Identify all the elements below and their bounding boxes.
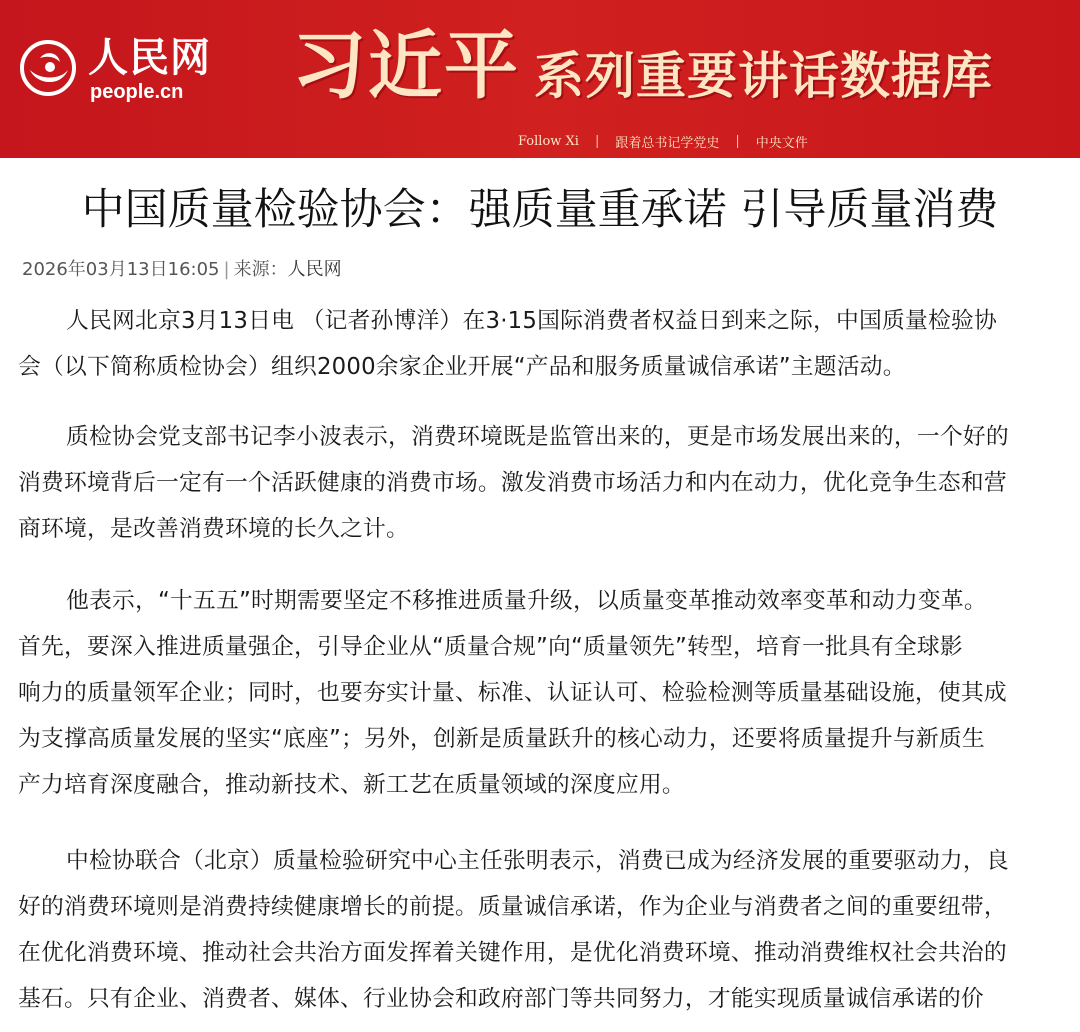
article-paragraph: [18, 838, 1064, 1022]
paragraph-line: 会（以下简称质检协会）组织2000余家企业开展“产品和服务质量诚信承诺”主题活动。: [18, 354, 906, 380]
banner-name: 习近平: [292, 23, 520, 109]
publish-datetime: 2026年03月13日16:05: [22, 259, 220, 280]
article-meta: [22, 256, 342, 284]
nav-separator: |: [594, 133, 600, 149]
banner-nav: [510, 128, 816, 154]
article-paragraph: [18, 298, 1064, 390]
logo-chinese-text: 人民网: [88, 34, 211, 81]
source-label: 来源：: [233, 259, 288, 280]
nav-party-history[interactable]: 跟着总书记学党史: [615, 135, 720, 151]
nav-separator: |: [735, 133, 740, 149]
logo-english-text: people.cn: [90, 81, 184, 103]
paragraph-line: 商环境，是改善消费环境的长久之计。: [18, 516, 409, 542]
source-link[interactable]: 人民网: [287, 259, 342, 280]
site-banner: [0, 0, 1080, 158]
paragraph-line: 他表示，“十五五”时期需要坚定不移推进质量升级，以质量变革推动效率变革和动力变革。: [66, 588, 987, 614]
article-title: 中国质量检验协会：强质量重承诺 引导质量消费: [81, 185, 999, 235]
paragraph-line: 为支撑高质量发展的坚实“底座”；另外，创新是质量跃升的核心动力，还要将质量提升与新质生: [18, 726, 985, 752]
people-logo-icon: [20, 40, 76, 96]
paragraph-line: 在优化消费环境、推动社会共治方面发挥着关键作用，是优化消费环境、推动消费维权社会共治的: [18, 940, 1007, 966]
paragraph-line: 基石。只有企业、消费者、媒体、行业协会和政府部门等共同努力，才能实现质量诚信承诺的价: [18, 986, 984, 1012]
banner-subtitle: 系列重要讲话数据库: [534, 47, 993, 105]
paragraph-line: 响力的质量领军企业；同时，也要夯实计量、标准、认证认可、检验检测等质量基础设施，使其成: [18, 680, 1007, 706]
meta-separator: |: [223, 259, 230, 280]
paragraph-line: 产力培育深度融合，推动新技术、新工艺在质量领域的深度应用。: [18, 772, 685, 798]
paragraph-line: 人民网北京3月13日电 （记者孙博洋）在3·15国际消费者权益日到来之际，中国质量检验协: [66, 308, 998, 334]
people-cn-logo[interactable]: [14, 30, 211, 110]
nav-follow-xi[interactable]: Follow Xi: [518, 133, 579, 149]
paragraph-line: 消费环境背后一定有一个活跃健康的消费市场。激发消费市场活力和内在动力，优化竞争生态和营: [18, 470, 1007, 496]
article-paragraph: [18, 578, 1064, 808]
paragraph-line: 质检协会党支部书记李小波表示，消费环境既是监管出来的，更是市场发展出来的，一个好的: [66, 424, 1009, 450]
paragraph-line: 首先，要深入推进质量强企，引导企业从“质量合规”向“质量领先”转型，培育一批具有全球影: [18, 634, 963, 660]
paragraph-line: 好的消费环境则是消费持续健康增长的前提。质量诚信承诺，作为企业与消费者之间的重要纽带，: [18, 894, 1007, 920]
nav-central-documents[interactable]: 中央文件: [755, 135, 808, 151]
article-paragraph: [18, 414, 1064, 552]
paragraph-line: 中检协联合（北京）质量检验研究中心主任张明表示，消费已成为经济发展的重要驱动力，良: [66, 848, 1009, 874]
